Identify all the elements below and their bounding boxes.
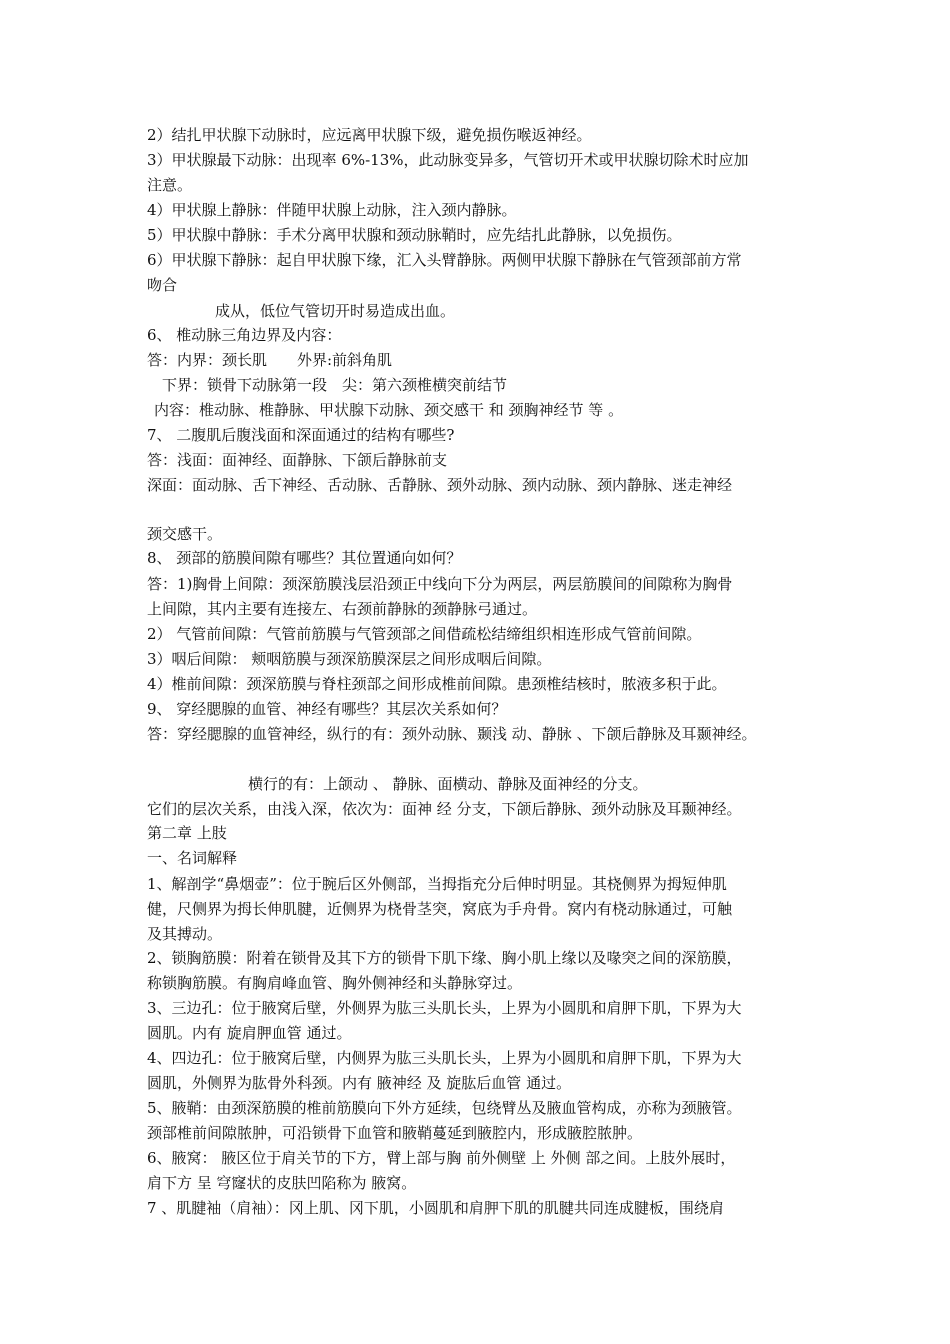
text-line: 3）甲状腺最下动脉：出现率 6%-13%，此动脉变异多，气管切开术或甲状腺切除术时应加 <box>147 151 749 169</box>
text-line: 5）甲状腺中静脉：手术分离甲状腺和颈动脉鞘时，应先结扎此静脉，以免损伤。 <box>147 226 682 244</box>
text-line: 健，尺侧界为拇长伸肌腱，近侧界为桡骨茎突，窝底为手舟骨。窝内有桡动脉通过，可触 <box>147 900 733 918</box>
text-line: 答：穿经腮腺的血管神经，纵行的有：颈外动脉、颞浅 动、静脉 、下颌后静脉及耳颞神经。 <box>147 725 757 743</box>
text-line: 横行的有：上颌动 、 静脉、面横动、静脉及面神经的分支。 <box>248 775 648 793</box>
text-line: 它们的层次关系，由浅入深，依次为：面神 经 分支，下颌后静脉、颈外动脉及耳颞神经。 <box>147 800 742 818</box>
text-line: 6）甲状腺下静脉：起自甲状腺下缘，汇入头臂静脉。两侧甲状腺下静脉在气管颈部前方常 <box>147 251 742 269</box>
text-line: 肩下方 呈 穹窿状的皮肤凹陷称为 腋窝。 <box>147 1174 417 1192</box>
text-line: 7 、肌腱袖（肩袖）：冈上肌、冈下肌，小圆肌和肩胛下肌的肌腱共同连成腱板，围绕肩 <box>147 1199 724 1217</box>
text-line: 3、三边孔：位于腋窝后壁，外侧界为肱三头肌长头，上界为小圆肌和肩胛下肌，下界为大 <box>147 999 742 1017</box>
text-line: 答：内界：颈长肌 外界:前斜角肌 <box>147 351 393 369</box>
text-line: 2） 气管前间隙：气管前筋膜与气管颈部之间借疏松结缔组织相连形成气管前间隙。 <box>147 625 702 643</box>
text-line: 及其搏动。 <box>147 925 223 943</box>
chapter-heading: 第二章 上肢 <box>147 824 227 842</box>
text-line: 下界：锁骨下动脉第一段 尖：第六颈椎横突前结节 <box>162 376 508 394</box>
text-line: 答：1)胸骨上间隙：颈深筋膜浅层沿颈正中线向下分为两层，两层筋膜间的间隙称为胸骨 <box>147 575 733 593</box>
text-line: 答：浅面：面神经、面静脉、下颌后静脉前支 <box>147 451 448 469</box>
text-line: 圆肌，外侧界为肱骨外科颈。内有 腋神经 及 旋肱后血管 通过。 <box>147 1074 572 1092</box>
text-line: 成从，低位气管切开时易造成出血。 <box>215 302 456 320</box>
section-heading: 一、名词解释 <box>147 849 238 867</box>
text-line: 2）结扎甲状腺下动脉时，应远离甲状腺下级，避免损伤喉返神经。 <box>147 126 592 144</box>
text-line: 1、解剖学“鼻烟壶”：位于腕后区外侧部，当拇指充分后伸时明显。其桡侧界为拇短伸肌 <box>147 875 727 893</box>
text-line: 3）咽后间隙： 颊咽筋膜与颈深筋膜深层之间形成咽后间隙。 <box>147 650 552 668</box>
text-line: 颈交感干。 <box>147 525 223 543</box>
text-line: 内容：椎动脉、椎静脉、甲状腺下动脉、颈交感干 和 颈胸神经节 等 。 <box>154 401 624 419</box>
text-line: 4）椎前间隙：颈深筋膜与脊柱颈部之间形成椎前间隙。患颈椎结核时，脓液多积于此。 <box>147 675 727 693</box>
text-line: 8、 颈部的筋膜间隙有哪些？其位置通向如何？ <box>147 549 462 567</box>
text-line: 注意。 <box>147 176 193 194</box>
text-line: 吻合 <box>147 276 178 294</box>
text-line: 5、腋鞘：由颈深筋膜的椎前筋膜向下外方延续，包绕臂丛及腋血管构成，亦称为颈腋管。 <box>147 1099 742 1117</box>
text-line: 颈部椎前间隙脓肿，可沿锁骨下血管和腋鞘蔓延到腋腔内，形成腋腔脓肿。 <box>147 1124 643 1142</box>
text-line: 9、 穿经腮腺的血管、神经有哪些？其层次关系如何？ <box>147 700 507 718</box>
text-line: 2、锁胸筋膜：附着在锁骨及其下方的锁骨下肌下缘、胸小肌上缘以及喙突之间的深筋膜， <box>147 949 742 967</box>
text-line: 上间隙，其内主要有连接左、右颈前静脉的颈静脉弓通过。 <box>147 600 538 618</box>
text-line: 6、 椎动脉三角边界及内容： <box>147 326 342 344</box>
text-line: 7、 二腹肌后腹浅面和深面通过的结构有哪些? <box>147 426 455 444</box>
text-line: 4、四边孔：位于腋窝后壁，内侧界为肱三头肌长头，上界为小圆肌和肩胛下肌，下界为大 <box>147 1049 742 1067</box>
text-line: 称锁胸筋膜。有胸肩峰血管、胸外侧神经和头静脉穿过。 <box>147 974 523 992</box>
text-line: 6、腋窝： 腋区位于肩关节的下方，臂上部与胸 前外侧壁 上 外侧 部之间。上肢外展时， <box>147 1149 736 1167</box>
text-line: 圆肌。内有 旋肩胛血管 通过。 <box>147 1024 352 1042</box>
text-line: 4）甲状腺上静脉：伴随甲状腺上动脉，注入颈内静脉。 <box>147 201 517 219</box>
text-line: 深面：面动脉、舌下神经、舌动脉、舌静脉、颈外动脉、颈内动脉、颈内静脉、迷走神经 <box>147 476 733 494</box>
